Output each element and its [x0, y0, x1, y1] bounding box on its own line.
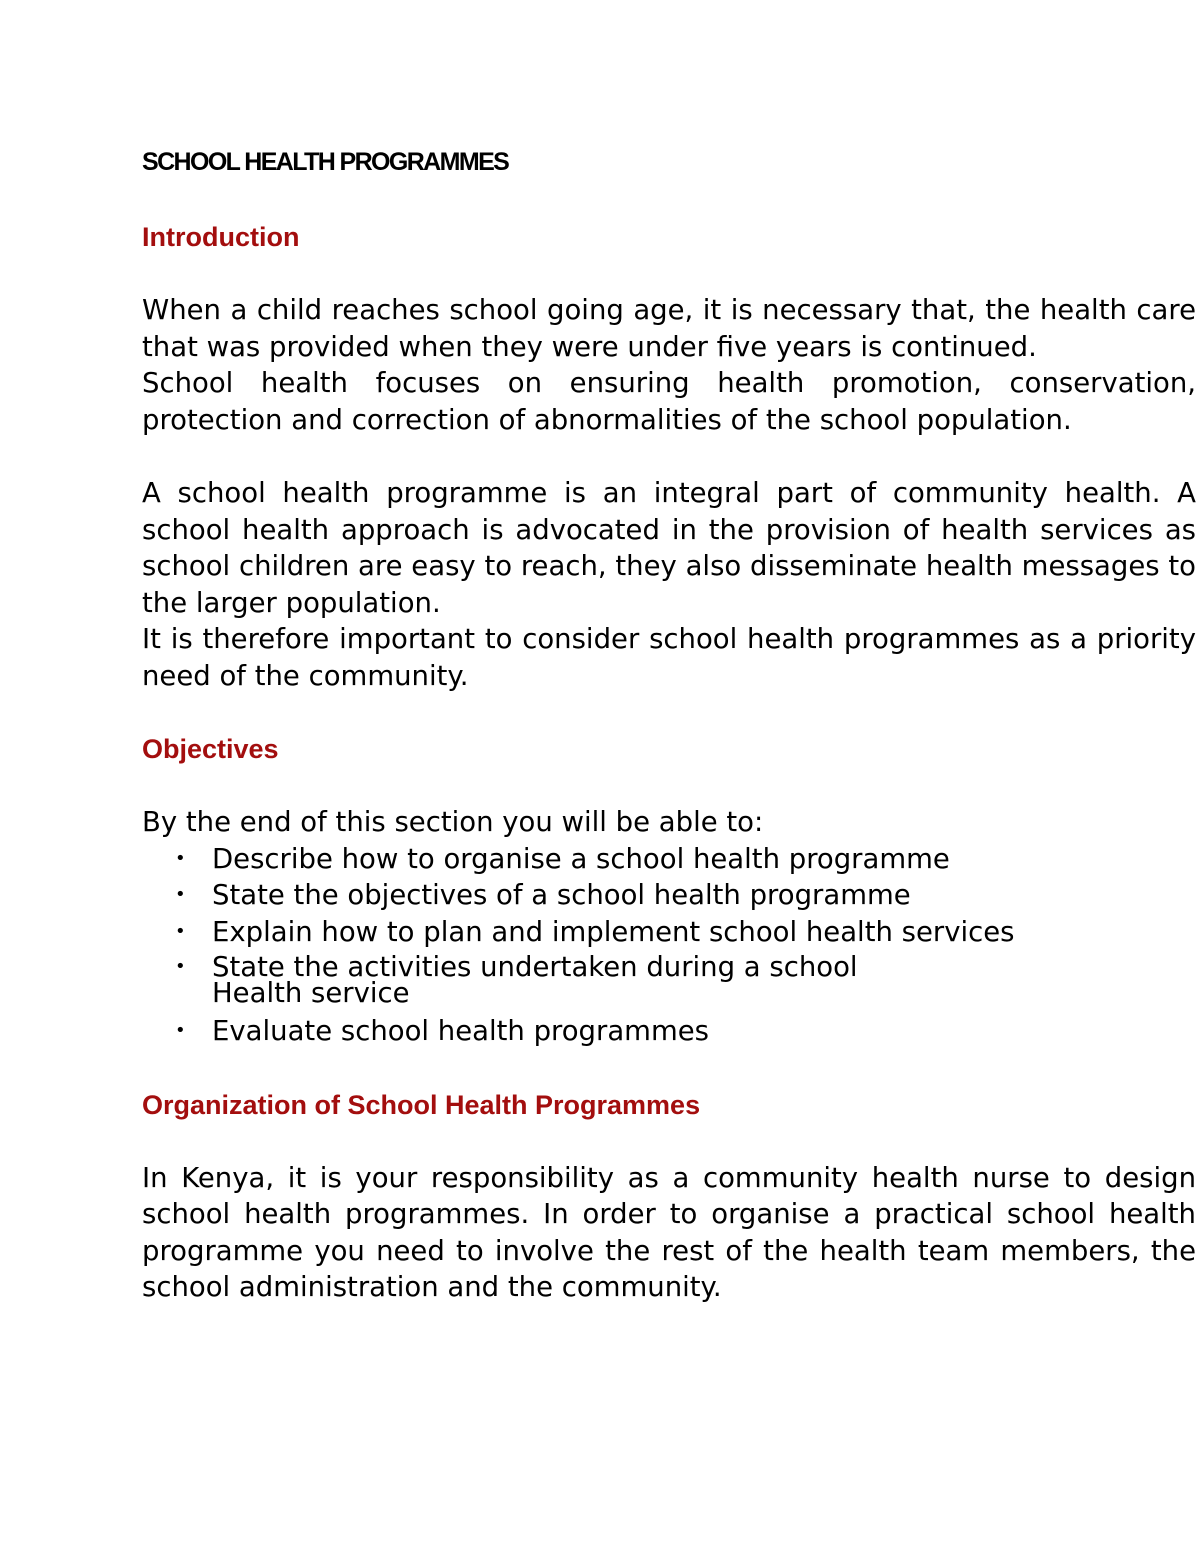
bullet-icon: • — [175, 920, 186, 942]
objective-item — [142, 914, 1196, 951]
introduction-paragraph-1: When a child reaches school going age, it is necessary that, the health care that was provided when they were under five years is continued. — [142, 294, 1196, 363]
organization-paragraph-1: In Kenya, it is your responsibility as a community health nurse to design school health programmes. In order to organise a practical school health programme you need to involve the rest of the health team members, the school administration and the community. — [142, 1161, 1196, 1303]
document-title: SCHOOL HEALTH PROGRAMMES — [142, 148, 509, 176]
bullet-icon: • — [175, 1020, 186, 1041]
objective-item-text-continued: Health service — [212, 977, 410, 1009]
objective-item-text: Explain how to plan and implement school health services — [212, 915, 1015, 948]
objective-item-text: State the activities undertaken during a school — [212, 951, 858, 983]
introduction-paragraph-2: School health focuses on ensuring health promotion, conservation, protection and correction of abnormalities of the school population. — [142, 367, 1196, 436]
objective-item-text: State the objectives of a school health programme — [212, 879, 911, 911]
bullet-icon: • — [175, 884, 186, 905]
objective-item — [142, 1013, 1196, 1050]
bullet-icon: • — [175, 847, 186, 869]
introduction-heading: Introduction — [142, 222, 300, 252]
bullet-icon: • — [175, 956, 186, 977]
objective-item-text: Describe how to organise a school health programme — [212, 842, 950, 875]
objectives-list — [142, 841, 1196, 1050]
introduction-paragraph-4: It is therefore important to consider school health programmes as a priority need of the community. — [142, 623, 1196, 692]
objective-item — [142, 841, 1196, 878]
objectives-lead: By the end of this section you will be able to: — [142, 806, 764, 838]
introduction-paragraph-3: A school health programme is an integral part of community health. A school health approach is advocated in the provision of health services as school children are easy to reach, they also disseminate health messages to the larger population. — [142, 477, 1196, 619]
objectives-heading: Objectives — [142, 734, 279, 764]
objective-item-text: Evaluate school health programmes — [212, 1015, 709, 1047]
document-body — [142, 146, 1196, 1306]
objective-item — [142, 950, 1196, 1013]
objective-item — [142, 877, 1196, 914]
organization-heading: Organization of School Health Programmes — [142, 1089, 701, 1120]
